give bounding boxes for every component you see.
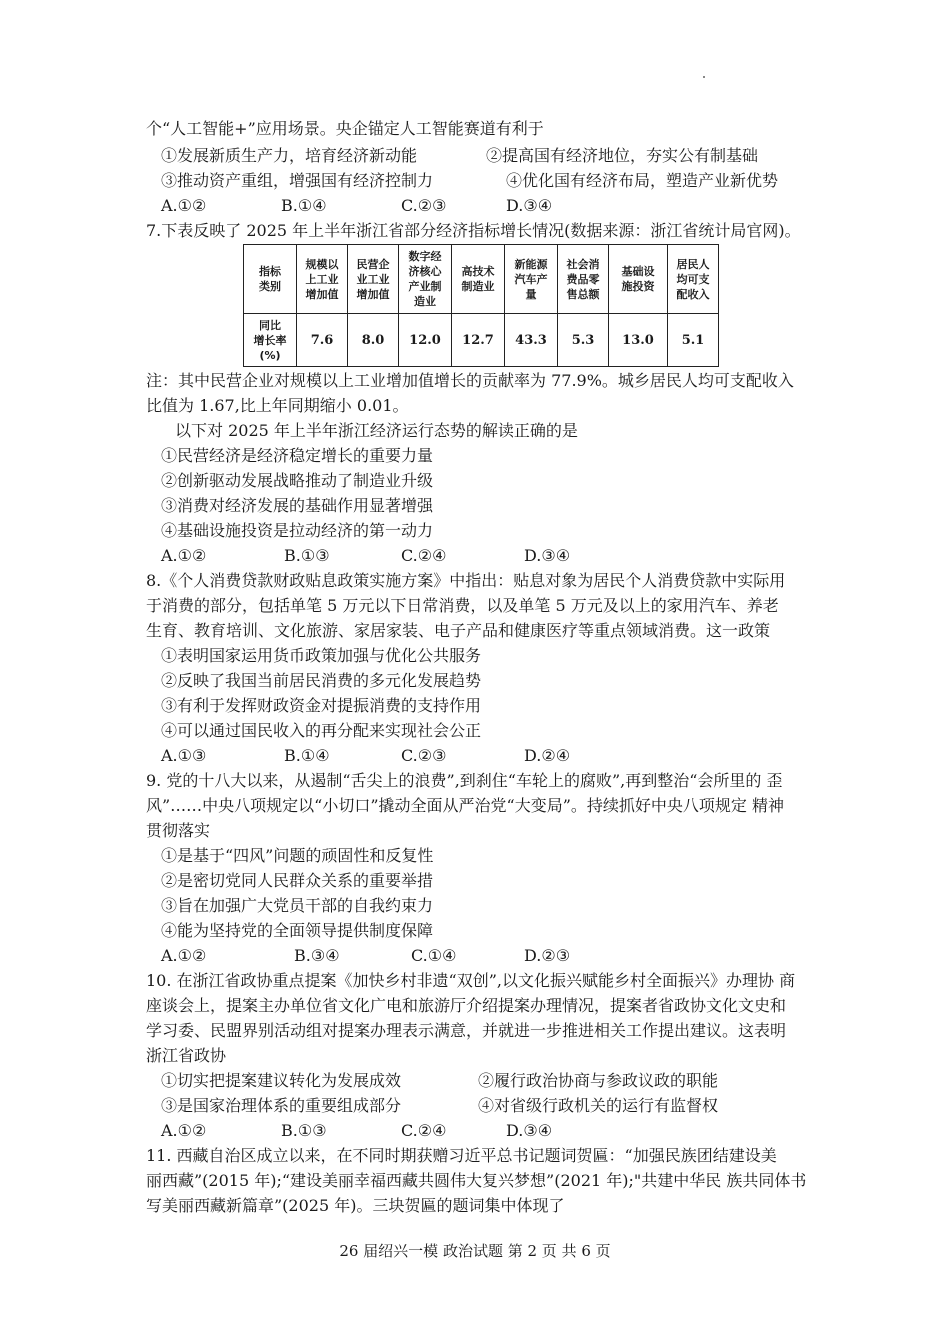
scan-speck [703,76,705,78]
q9-option-2: ②是密切党同人民群众关系的重要举措 [161,871,434,890]
q6-choice-a: A.①② [161,196,207,215]
q6-option-1: ①发展新质生产力，培育经济新动能 [161,146,418,165]
q9-line-3: 贯彻落实 [146,821,211,840]
q9-choice-c: C.①④ [411,946,457,965]
q9-choice-b: B.③④ [294,946,340,965]
table-header-cell: 民营企 业工业 增加值 [348,245,399,314]
q9-line-1: 9. 党的十八大以来，从遏制“舌尖上的浪费”,到刹住“车轮上的腐败”,再到整治“会所里的 歪 [146,771,783,790]
table-header-cell: 规模以 上工业 增加值 [297,245,348,314]
table-header-cell: 基础设 施投资 [609,245,668,314]
q11-line-3: 写美丽西藏新篇章”(2025 年)。三块贺匾的题词集中体现了 [146,1196,565,1215]
q10-option-3: ③是国家治理体系的重要组成部分 [161,1096,402,1115]
q6-choice-d: D.③④ [506,196,553,215]
q8-option-3: ③有利于发挥财政资金对提振消费的支持作用 [161,696,482,715]
q7-choice-c: C.②④ [401,546,447,565]
table-value-cell: 12.7 [452,314,505,367]
q6-option-4: ④优化国有经济布局，塑造产业新优势 [506,171,779,190]
table-header-cell: 高技术 制造业 [452,245,505,314]
table-value-cell: 8.0 [348,314,399,367]
q8-choice-a: A.①③ [161,746,207,765]
table-header-row [244,245,719,314]
table-value-cell: 7.6 [297,314,348,367]
q6-option-2: ②提高国有经济地位，夯实公有制基础 [486,146,759,165]
table-header-cell: 居民人 均可支 配收入 [668,245,719,314]
q10-line-1: 10. 在浙江省政协重点提案《加快乡村非遗“双创”,以文化振兴赋能乡村全面振兴》办理协 商 [146,971,796,990]
table-value-cell: 5.3 [558,314,609,367]
q8-line-3: 生育、教育培训、文化旅游、家居家装、电子产品和健康医疗等重点领域消费。这一政策 [146,621,771,640]
q8-line-1: 8.《个人消费贷款财政贴息政策实施方案》中指出：贴息对象为居民个人消费贷款中实际用 [146,571,786,590]
q7-choice-b: B.①③ [284,546,330,565]
q8-line-2: 于消费的部分，包括单笔 5 万元以下日常消费，以及单笔 5 万元及以上的家用汽车、养老 [146,596,779,615]
q9-option-3: ③旨在加强广大党员干部的自我约束力 [161,896,434,915]
q10-option-4: ④对省级行政机关的运行有监督权 [478,1096,719,1115]
q7-choice-a: A.①② [161,546,207,565]
q10-line-2: 座谈会上，提案主办单位省文化广电和旅游厅介绍提案办理情况，提案者省政协文化文史和 [146,996,787,1015]
q11-line-2: 丽西藏”(2015 年);“建设美丽幸福西藏共圆伟大复兴梦想”(2021 年);"共建中华民 族共同体书 [146,1171,807,1190]
page-footer: 26 届绍兴一模 政治试题 第 2 页 共 6 页 [339,1242,611,1260]
q7-choice-d: D.③④ [524,546,571,565]
table-header-cell: 社会消 费品零 售总额 [558,245,609,314]
table-row-label: 同比 增长率 (%) [244,314,297,367]
q10-choice-d: D.③④ [506,1121,553,1140]
q8-choice-d: D.②④ [524,746,571,765]
q6-option-3: ③推动资产重组，增强国有经济控制力 [161,171,434,190]
q8-choice-c: C.②③ [401,746,447,765]
table-value-row [244,314,719,367]
q8-option-1: ①表明国家运用货币政策加强与优化公共服务 [161,646,482,665]
table-header-cell: 数字经 济核心 产业制 造业 [399,245,452,314]
q10-option-2: ②履行政治协商与参政议政的职能 [478,1071,719,1090]
q9-option-4: ④能为坚持党的全面领导提供制度保障 [161,921,434,940]
table-header-cell: 新能源 汽车产 量 [505,245,558,314]
q10-choice-b: B.①③ [281,1121,327,1140]
q9-choice-d: D.②③ [524,946,571,965]
q6-stem-tail: 个“人工智能+”应用场景。央企锚定人工智能赛道有利于 [146,119,544,138]
q10-line-3: 学习委、民盟界别活动组对提案办理表示满意，并就进一步推进相关工作提出建议。这表明 [146,1021,787,1040]
q7-option-3: ③消费对经济发展的基础作用显著增强 [161,496,434,515]
q7-question: 以下对 2025 年上半年浙江经济运行态势的解读正确的是 [175,421,578,440]
table-value-cell: 43.3 [505,314,558,367]
q7-note-line-2: 比值为 1.67,比上年同期缩小 0.01。 [146,396,409,415]
q9-line-2: 风”……中央八项规定以“小切口”撬动全面从严治党“大变局”。持续抓好中央八项规定 精神 [146,796,784,815]
table-value-cell: 5.1 [668,314,719,367]
q10-line-4: 浙江省政协 [146,1046,227,1065]
q7-stem: 7.下表反映了 2025 年上半年浙江省部分经济指标增长情况(数据来源：浙江省统计局官网)。 [146,221,801,240]
q7-option-4: ④基础设施投资是拉动经济的第一动力 [161,521,434,540]
q8-option-2: ②反映了我国当前居民消费的多元化发展趋势 [161,671,482,690]
q11-line-1: 11. 西藏自治区成立以来，在不同时期获赠习近平总书记题词贺匾：“加强民族团结建设美 [146,1146,777,1165]
table-value-cell: 12.0 [399,314,452,367]
q7-note-line-1: 注：其中民营企业对规模以上工业增加值增长的贡献率为 77.9%。城乡居民人均可支配收入 [146,371,794,390]
table-value-cell: 13.0 [609,314,668,367]
q10-choice-c: C.②④ [401,1121,447,1140]
q8-option-4: ④可以通过国民收入的再分配来实现社会公正 [161,721,482,740]
q6-choice-b: B.①④ [281,196,327,215]
q10-option-1: ①切实把提案建议转化为发展成效 [161,1071,402,1090]
q10-choice-a: A.①② [161,1121,207,1140]
table-corner-cell: 指标 类别 [244,245,297,314]
q9-choice-a: A.①② [161,946,207,965]
q6-choice-c: C.②③ [401,196,447,215]
q9-option-1: ①是基于“四风”问题的顽固性和反复性 [161,846,434,865]
q7-option-2: ②创新驱动发展战略推动了制造业升级 [161,471,434,490]
q8-choice-b: B.①④ [284,746,330,765]
q7-indicator-table [243,244,719,367]
q7-option-1: ①民营经济是经济稳定增长的重要力量 [161,446,434,465]
